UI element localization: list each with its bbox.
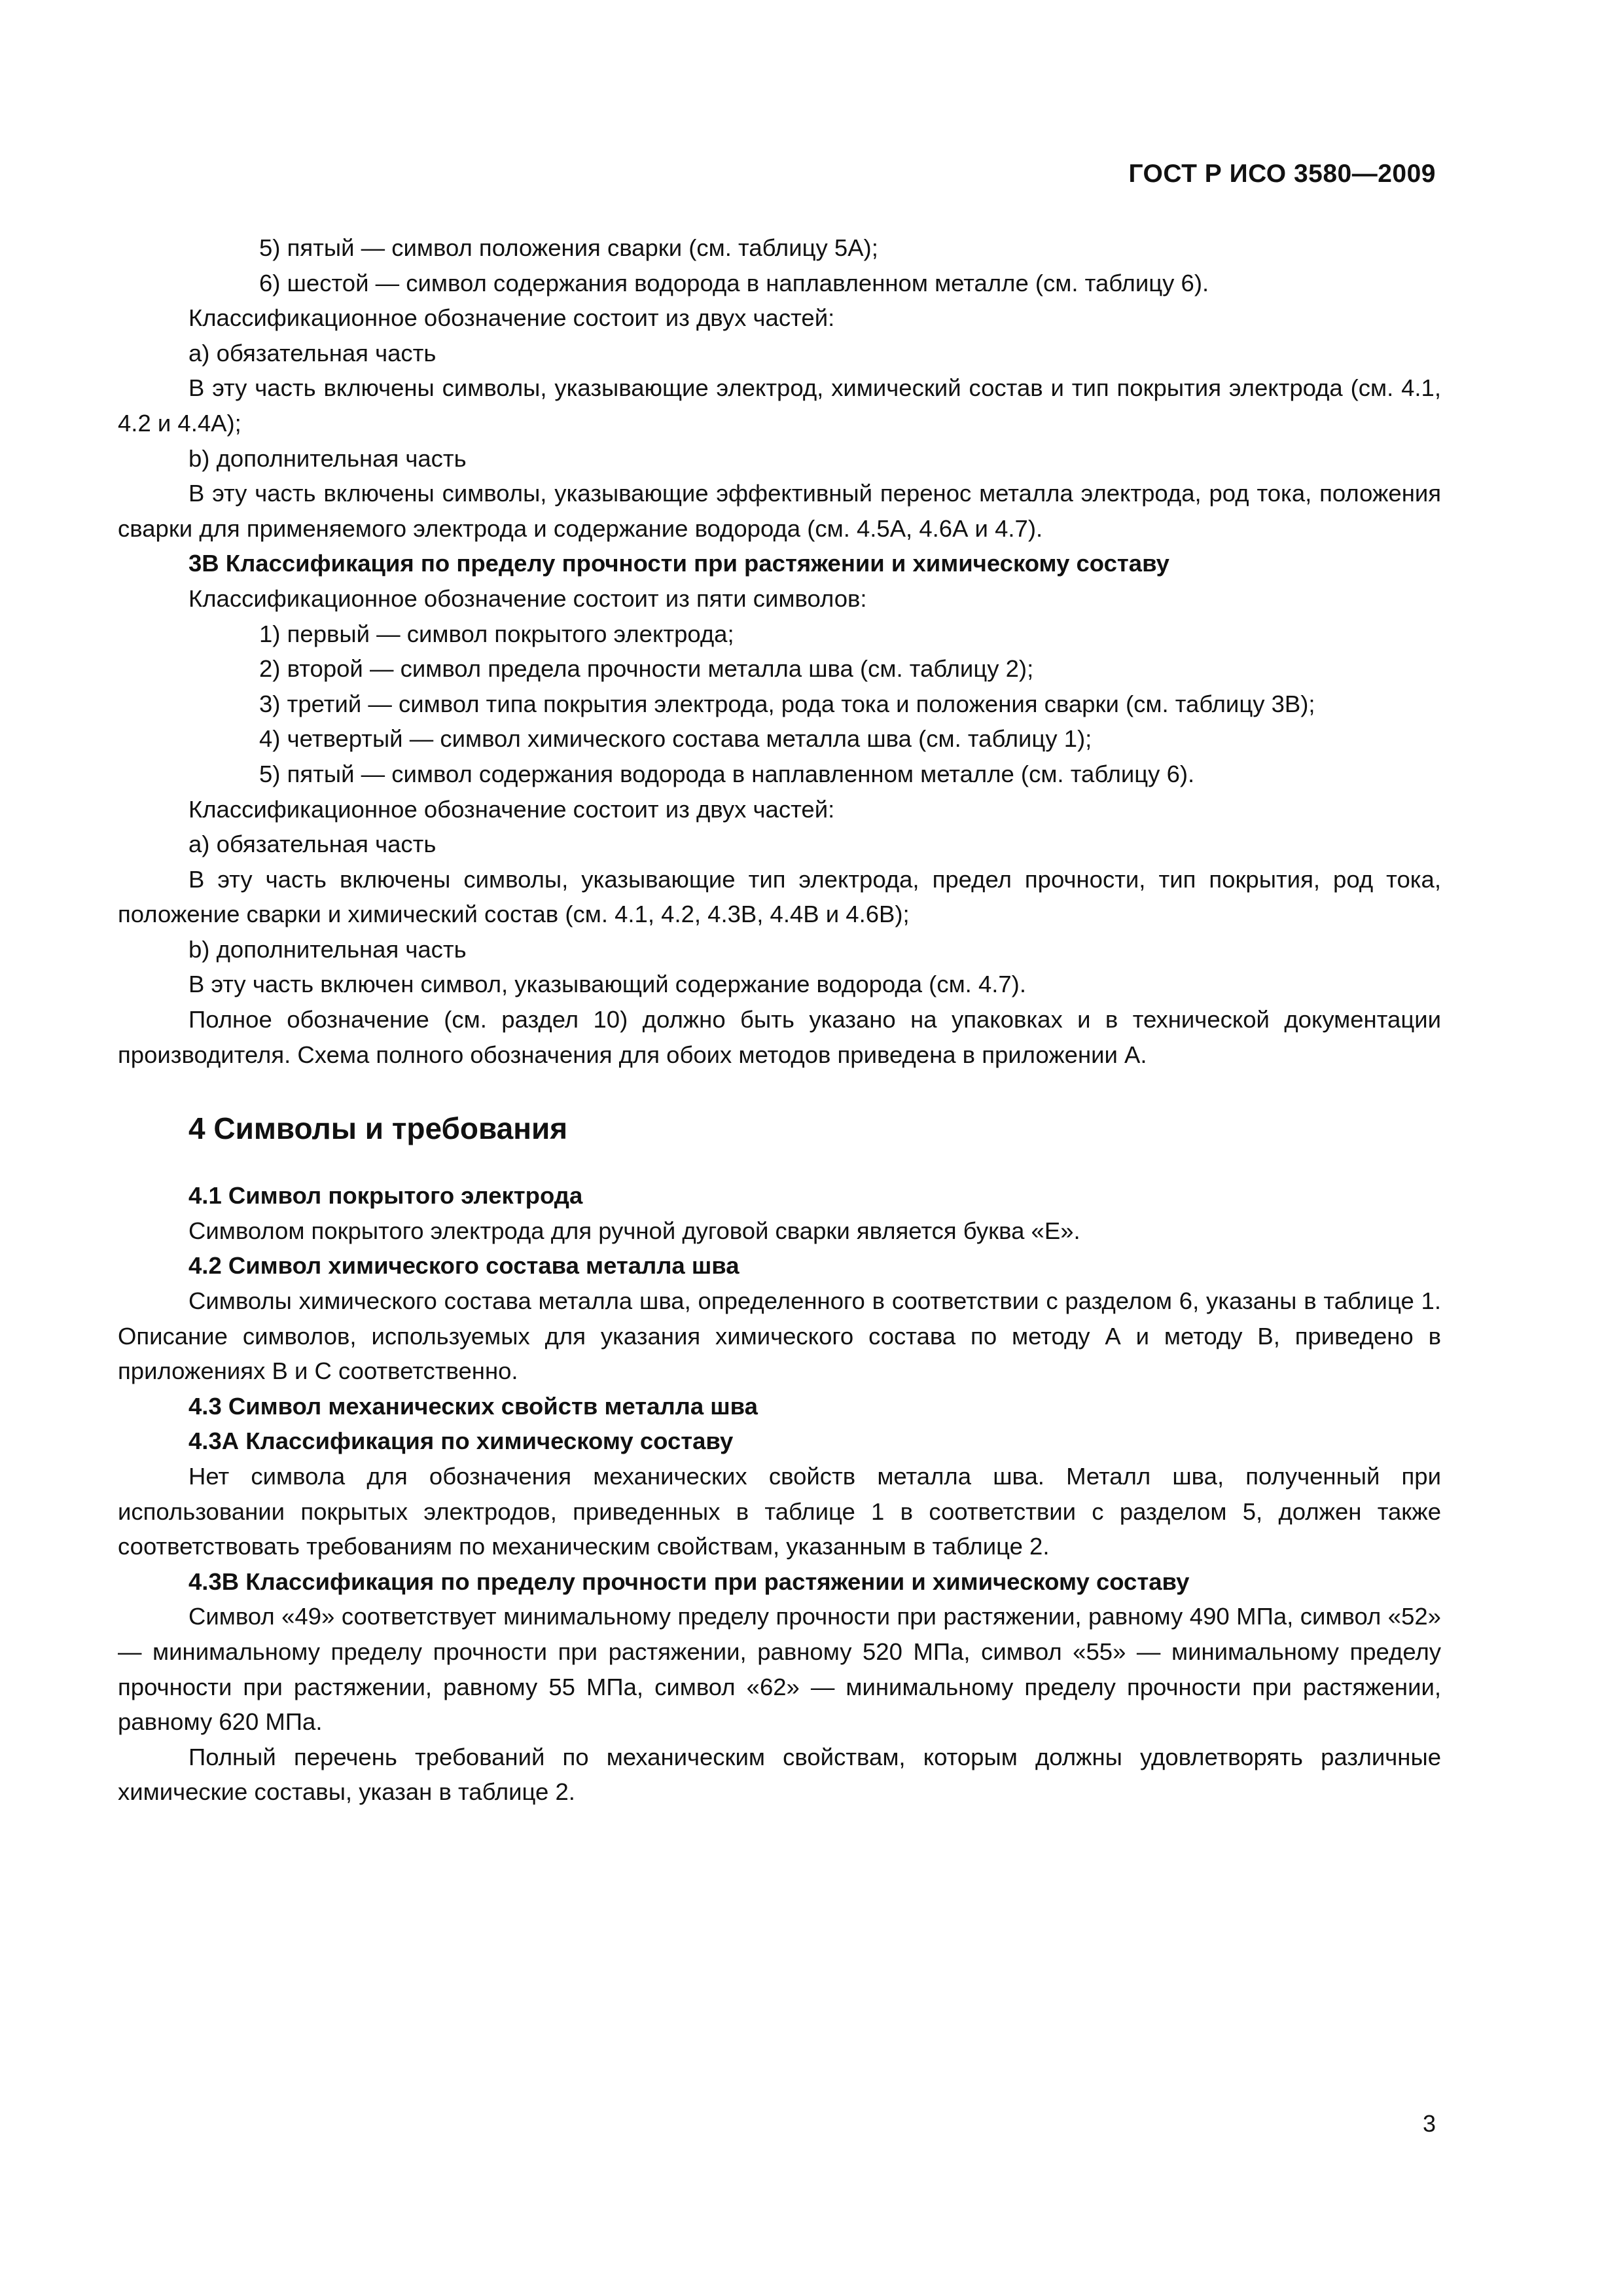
subsection-heading: 4.3 Символ механических свойств металла шва: [188, 1392, 758, 1420]
paragraph: В эту часть включены символы, указывающие электрод, химический состав и тип покрытия электрода (см. 4.1, 4.2 и 4.4А);: [118, 374, 1441, 437]
paragraph: Классификационное обозначение состоит из двух частей:: [188, 795, 835, 823]
subsection-heading: 3В Классификация по пределу прочности при растяжении и химическому составу: [188, 550, 1169, 577]
subsection-heading: 4.2 Символ химического состава металла шва: [188, 1252, 740, 1280]
paragraph: Классификационное обозначение состоит из пяти символов:: [188, 584, 867, 612]
paragraph: Полный перечень требований по механическим свойствам, которым должны удовлетворять различные химические составы, указан в таблице 2.: [118, 1743, 1441, 1806]
list-item: 1) первый — символ покрытого электрода;: [259, 620, 734, 647]
paragraph: В эту часть включены символы, указывающие эффективный перенос металла электрода, род тока, положения сварки для применяемого электрода и содержание водорода (см. 4.5А, 4.6А и 4.7).: [118, 480, 1441, 542]
list-item: 2) второй — символ предела прочности металла шва (см. таблицу 2);: [259, 655, 1034, 683]
standard-id: ГОСТ Р ИСО 3580—2009: [1128, 160, 1436, 188]
page-content: [118, 230, 1441, 1810]
list-item: 4) четвертый — символ химического состава металла шва (см. таблицу 1);: [259, 725, 1092, 753]
paragraph: Полное обозначение (см. раздел 10) должно быть указано на упаковках и в технической документации производителя. Схема полного обозначения для обоих методов приведена в приложении А.: [118, 1006, 1441, 1068]
paragraph: b) дополнительная часть: [188, 444, 467, 472]
page-number: 3: [1422, 2110, 1436, 2137]
paragraph: a) обязательная часть: [188, 831, 437, 858]
paragraph: В эту часть включен символ, указывающий содержание водорода (см. 4.7).: [188, 971, 1026, 998]
paragraph: В эту часть включены символы, указывающие тип электрода, предел прочности, тип покрытия, род тока, положение сварки и химический состав (см. 4.1, 4.2, 4.3В, 4.4В и 4.6В);: [118, 865, 1441, 928]
paragraph: Классификационное обозначение состоит из двух частей:: [188, 304, 835, 332]
list-item: 6) шестой — символ содержания водорода в наплавленном металле (см. таблицу 6).: [259, 269, 1209, 296]
subsection-heading: 4.3А Классификация по химическому составу: [188, 1427, 734, 1455]
paragraph: a) обязательная часть: [188, 339, 437, 367]
subsection-heading: 4.1 Символ покрытого электрода: [188, 1182, 583, 1210]
paragraph: Нет символа для обозначения механических свойств металла шва. Металл шва, полученный при использовании покрытых электродов, приведенных в таблице 1 в соответствии с разделом 5, должен также соответствовать требованиям по механическим свойствам, указанным в таблице 2.: [118, 1463, 1441, 1560]
subsection-heading: 4.3В Классификация по пределу прочности при растяжении и химическому составу: [188, 1568, 1190, 1595]
section-title: 4 Символы и требования: [188, 1111, 568, 1146]
list-item: 3) третий — символ типа покрытия электрода, рода тока и положения сварки (см. таблицу 3В);: [259, 690, 1315, 717]
paragraph: Символ «49» соответствует минимальному пределу прочности при растяжении, равному 490 МПа, символ «52» — минимальному пределу прочности при растяжении, равному 520 МПа, символ «55» — минимальному пределу прочности при растяжении, равному 55 МПа, символ «62» — минимальному пределу прочности при растяжении, равному 620 МПа.: [118, 1603, 1441, 1736]
paragraph: Символы химического состава металла шва, определенного в соответствии с разделом 6, указаны в таблице 1. Описание символов, используемых для указания химического состава по методу А и методу В, приведено в приложениях В и С соответственно.: [118, 1287, 1441, 1385]
paragraph: b) дополнительная часть: [188, 935, 467, 963]
paragraph: Символом покрытого электрода для ручной дуговой сварки является буква «Е».: [188, 1217, 1080, 1244]
list-item: 5) пятый — символ содержания водорода в наплавленном металле (см. таблицу 6).: [259, 760, 1195, 787]
list-item: 5) пятый — символ положения сварки (см. таблицу 5А);: [259, 234, 878, 261]
